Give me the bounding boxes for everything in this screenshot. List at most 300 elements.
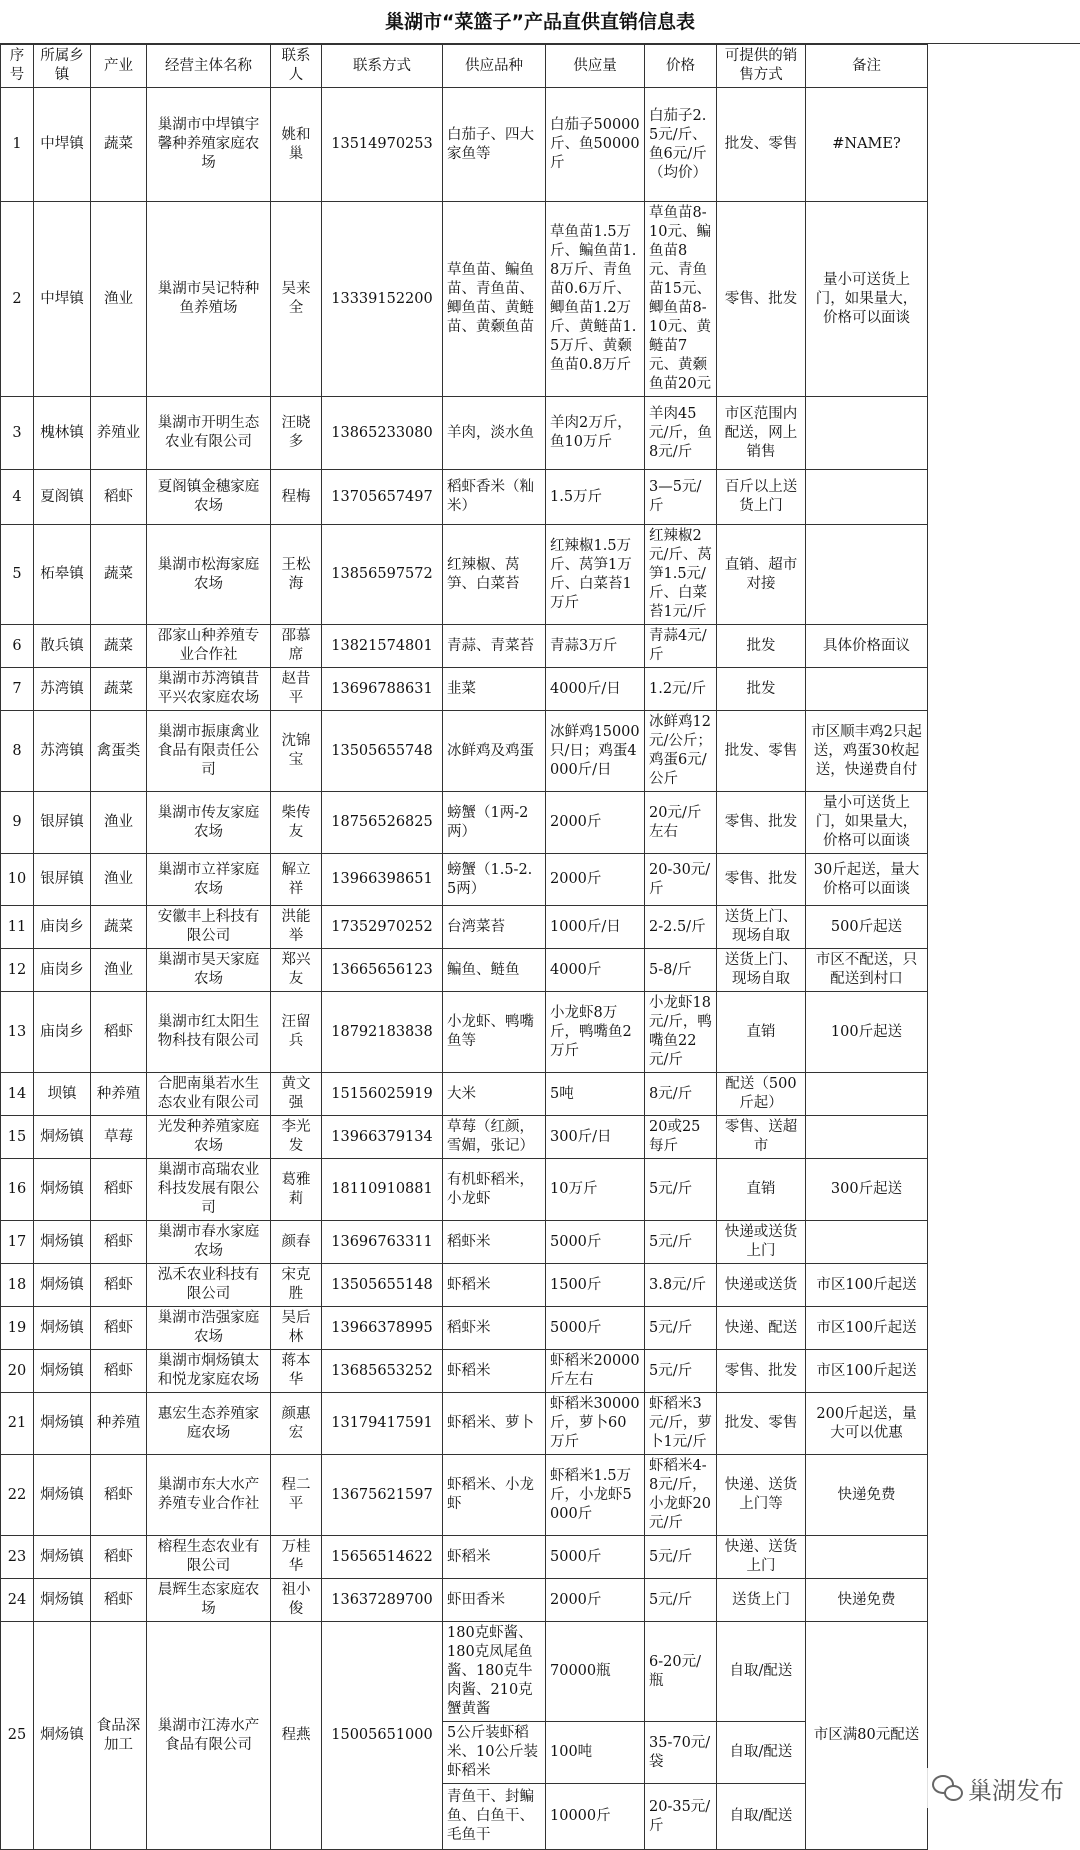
cell-sales: 送货上门 xyxy=(717,1579,806,1622)
cell-industry: 渔业 xyxy=(91,949,147,992)
table-row xyxy=(1,1622,928,1722)
cell-industry: 稻虾 xyxy=(91,1264,147,1307)
cell-no: 23 xyxy=(1,1536,34,1579)
cell-industry: 稻虾 xyxy=(91,1579,147,1622)
col-header: 经营主体名称 xyxy=(147,45,271,88)
cell-note xyxy=(806,397,928,470)
cell-note xyxy=(806,470,928,525)
cell-entity: 惠宏生态养殖家庭农场 xyxy=(147,1393,271,1455)
cell-entity: 巢湖市立祥家庭农场 xyxy=(147,854,271,906)
cell-sales: 百斤以上送货上门 xyxy=(717,470,806,525)
cell-contact: 郑兴友 xyxy=(271,949,322,992)
cell-contact: 蒋本华 xyxy=(271,1350,322,1393)
table-row xyxy=(1,711,928,792)
table-row xyxy=(1,1264,928,1307)
col-header: 联系方式 xyxy=(322,45,443,88)
cell-phone: 15156025919 xyxy=(322,1073,443,1116)
cell-entity: 巢湖市吴记特种鱼养殖场 xyxy=(147,202,271,397)
cell-sales: 批发、零售 xyxy=(717,1393,806,1455)
cell-sales: 配送（500斤起） xyxy=(717,1073,806,1116)
cell-supply: 羊肉2万斤，鱼10万斤 xyxy=(546,397,645,470)
cell-note: 具体价格面议 xyxy=(806,625,928,668)
table-row xyxy=(1,1073,928,1116)
cell-variety: 虾稻米 xyxy=(443,1264,546,1307)
cell-industry: 蔬菜 xyxy=(91,88,147,202)
cell-entity: 巢湖市传友家庭农场 xyxy=(147,792,271,854)
cell-variety: 青蒜、青菜苔 xyxy=(443,625,546,668)
table-row xyxy=(1,1455,928,1536)
cell-entity: 合肥南巢若水生态农业有限公司 xyxy=(147,1073,271,1116)
cell-note xyxy=(806,1221,928,1264)
cell-price: 5-8/斤 xyxy=(645,949,717,992)
cell-sales: 零售、批发 xyxy=(717,202,806,397)
cell-variety: 稻虾米 xyxy=(443,1307,546,1350)
cell-sales: 自取/配送 xyxy=(717,1722,806,1784)
cell-no: 14 xyxy=(1,1073,34,1116)
cell-contact: 邵慕席 xyxy=(271,625,322,668)
cell-sales: 批发、零售 xyxy=(717,711,806,792)
table-row xyxy=(1,854,928,906)
col-header: 联系人 xyxy=(271,45,322,88)
cell-entity: 夏阁镇金穗家庭农场 xyxy=(147,470,271,525)
cell-industry: 渔业 xyxy=(91,792,147,854)
cell-phone: 13637289700 xyxy=(322,1579,443,1622)
cell-entity: 巢湖市松海家庭农场 xyxy=(147,525,271,625)
table-row xyxy=(1,1350,928,1393)
col-header: 产业 xyxy=(91,45,147,88)
cell-phone: 13514970253 xyxy=(322,88,443,202)
cell-no: 8 xyxy=(1,711,34,792)
col-header: 价格 xyxy=(645,45,717,88)
table-row xyxy=(1,202,928,397)
cell-no: 3 xyxy=(1,397,34,470)
cell-entity: 巢湖市浩强家庭农场 xyxy=(147,1307,271,1350)
cell-sales: 零售、批发 xyxy=(717,854,806,906)
cell-supply: 虾稻米30000斤，萝卜60万斤 xyxy=(546,1393,645,1455)
cell-variety: 螃蟹（1.5-2.5两） xyxy=(443,854,546,906)
cell-supply: 2000斤 xyxy=(546,792,645,854)
cell-phone: 13505655148 xyxy=(322,1264,443,1307)
cell-phone: 18756526825 xyxy=(322,792,443,854)
table-row xyxy=(1,88,928,202)
col-header: 可提供的销售方式 xyxy=(717,45,806,88)
cell-variety: 韭菜 xyxy=(443,668,546,711)
cell-sales: 批发 xyxy=(717,625,806,668)
col-header: 供应量 xyxy=(546,45,645,88)
cell-entity: 安徽丰上科技有限公司 xyxy=(147,906,271,949)
cell-industry: 渔业 xyxy=(91,202,147,397)
cell-no: 10 xyxy=(1,854,34,906)
table-row xyxy=(1,1159,928,1221)
cell-industry: 稻虾 xyxy=(91,1350,147,1393)
cell-phone: 13966378995 xyxy=(322,1307,443,1350)
cell-no: 5 xyxy=(1,525,34,625)
cell-contact: 黄文强 xyxy=(271,1073,322,1116)
cell-sales: 直销、超市对接 xyxy=(717,525,806,625)
cell-contact: 祖小俊 xyxy=(271,1579,322,1622)
cell-contact: 颜惠宏 xyxy=(271,1393,322,1455)
cell-industry: 稻虾 xyxy=(91,470,147,525)
cell-phone: 15005651000 xyxy=(322,1622,443,1850)
cell-sales: 直销 xyxy=(717,992,806,1073)
cell-phone: 13179417591 xyxy=(322,1393,443,1455)
cell-no: 21 xyxy=(1,1393,34,1455)
cell-phone: 13665656123 xyxy=(322,949,443,992)
cell-price: 1.2元/斤 xyxy=(645,668,717,711)
cell-note: #NAME? xyxy=(806,88,928,202)
cell-no: 7 xyxy=(1,668,34,711)
cell-no: 13 xyxy=(1,992,34,1073)
cell-note xyxy=(806,525,928,625)
cell-sales: 自取/配送 xyxy=(717,1622,806,1722)
wechat-icon xyxy=(932,1775,962,1801)
cell-no: 16 xyxy=(1,1159,34,1221)
cell-town: 中垾镇 xyxy=(34,88,91,202)
cell-industry: 蔬菜 xyxy=(91,525,147,625)
cell-phone: 18792183838 xyxy=(322,992,443,1073)
cell-variety: 红辣椒、莴笋、白菜苔 xyxy=(443,525,546,625)
cell-price: 5元/斤 xyxy=(645,1350,717,1393)
cell-town: 烔炀镇 xyxy=(34,1393,91,1455)
cell-entity: 巢湖市开明生态农业有限公司 xyxy=(147,397,271,470)
cell-town: 烔炀镇 xyxy=(34,1159,91,1221)
cell-supply: 1000斤/日 xyxy=(546,906,645,949)
cell-price: 红辣椒2元/斤、莴笋1.5元/斤、白菜苔1元/斤 xyxy=(645,525,717,625)
cell-entity: 巢湖市烔炀镇太和悦龙家庭农场 xyxy=(147,1350,271,1393)
table-row xyxy=(1,1536,928,1579)
cell-supply: 10000斤 xyxy=(546,1784,645,1850)
cell-supply: 虾稻米1.5万斤，小龙虾5000斤 xyxy=(546,1455,645,1536)
cell-contact: 汪留兵 xyxy=(271,992,322,1073)
cell-contact: 姚和巢 xyxy=(271,88,322,202)
cell-contact: 宋克胜 xyxy=(271,1264,322,1307)
cell-variety: 草鱼苗、鳊鱼苗、青鱼苗、鲫鱼苗、黄鲢苗、黄颡鱼苗 xyxy=(443,202,546,397)
cell-sales: 送货上门、现场自取 xyxy=(717,906,806,949)
supply-table xyxy=(0,44,928,1850)
cell-variety: 白茄子、四大家鱼等 xyxy=(443,88,546,202)
cell-variety: 稻虾米 xyxy=(443,1221,546,1264)
cell-price: 6-20元/瓶 xyxy=(645,1622,717,1722)
cell-no: 19 xyxy=(1,1307,34,1350)
cell-note: 市区不配送，只配送到村口 xyxy=(806,949,928,992)
table-row xyxy=(1,992,928,1073)
cell-price: 5元/斤 xyxy=(645,1159,717,1221)
cell-industry: 蔬菜 xyxy=(91,906,147,949)
cell-contact: 程二平 xyxy=(271,1455,322,1536)
cell-industry: 蔬菜 xyxy=(91,625,147,668)
cell-price: 20-35元/斤 xyxy=(645,1784,717,1850)
cell-entity: 泓禾农业科技有限公司 xyxy=(147,1264,271,1307)
cell-note: 市区顺丰鸡2只起送，鸡蛋30枚起送，快递费自付 xyxy=(806,711,928,792)
cell-industry: 食品深加工 xyxy=(91,1622,147,1850)
cell-no: 1 xyxy=(1,88,34,202)
cell-contact: 王松海 xyxy=(271,525,322,625)
cell-price: 虾稻米4-8元/斤，小龙虾20元/斤 xyxy=(645,1455,717,1536)
table-row xyxy=(1,525,928,625)
cell-variety: 虾稻米 xyxy=(443,1536,546,1579)
col-header: 所属乡镇 xyxy=(34,45,91,88)
cell-supply: 虾稻米20000斤左右 xyxy=(546,1350,645,1393)
cell-contact: 柴传友 xyxy=(271,792,322,854)
cell-industry: 禽蛋类 xyxy=(91,711,147,792)
cell-price: 羊肉45元/斤，鱼8元/斤 xyxy=(645,397,717,470)
cell-note xyxy=(806,1073,928,1116)
cell-variety: 虾稻米、小龙虾 xyxy=(443,1455,546,1536)
cell-variety: 稻虾香米（籼米） xyxy=(443,470,546,525)
cell-entity: 巢湖市昊天家庭农场 xyxy=(147,949,271,992)
cell-price: 5元/斤 xyxy=(645,1221,717,1264)
cell-industry: 渔业 xyxy=(91,854,147,906)
cell-phone: 13821574801 xyxy=(322,625,443,668)
cell-sales: 快递、送货上门 xyxy=(717,1536,806,1579)
cell-note: 快递免费 xyxy=(806,1579,928,1622)
cell-sales: 市区范围内配送，网上销售 xyxy=(717,397,806,470)
cell-town: 烔炀镇 xyxy=(34,1579,91,1622)
cell-variety: 有机虾稻米，小龙虾 xyxy=(443,1159,546,1221)
cell-industry: 养殖业 xyxy=(91,397,147,470)
cell-note xyxy=(806,1536,928,1579)
cell-phone: 13856597572 xyxy=(322,525,443,625)
cell-entity: 巢湖市红太阳生物科技有限公司 xyxy=(147,992,271,1073)
cell-variety: 虾稻米、萝卜 xyxy=(443,1393,546,1455)
cell-town: 苏湾镇 xyxy=(34,711,91,792)
col-header: 供应品种 xyxy=(443,45,546,88)
cell-supply: 1500斤 xyxy=(546,1264,645,1307)
cell-sales: 零售、送超市 xyxy=(717,1116,806,1159)
cell-contact: 解立祥 xyxy=(271,854,322,906)
cell-note: 30斤起送，量大价格可以面谈 xyxy=(806,854,928,906)
cell-phone: 13505655748 xyxy=(322,711,443,792)
cell-phone: 13865233080 xyxy=(322,397,443,470)
cell-note xyxy=(806,668,928,711)
cell-no: 22 xyxy=(1,1455,34,1536)
cell-price: 青蒜4元/斤 xyxy=(645,625,717,668)
cell-town: 散兵镇 xyxy=(34,625,91,668)
cell-note: 快递免费 xyxy=(806,1455,928,1536)
cell-town: 烔炀镇 xyxy=(34,1221,91,1264)
cell-supply: 5吨 xyxy=(546,1073,645,1116)
cell-phone: 13675621597 xyxy=(322,1455,443,1536)
cell-industry: 草莓 xyxy=(91,1116,147,1159)
cell-note: 量小可送货上门，如果量大，价格可以面谈 xyxy=(806,792,928,854)
cell-contact: 赵昔平 xyxy=(271,668,322,711)
cell-entity: 邵家山种养殖专业合作社 xyxy=(147,625,271,668)
cell-price: 冰鲜鸡12元/公斤；鸡蛋6元/公斤 xyxy=(645,711,717,792)
cell-supply: 青蒜3万斤 xyxy=(546,625,645,668)
cell-sales: 批发、零售 xyxy=(717,88,806,202)
cell-price: 8元/斤 xyxy=(645,1073,717,1116)
cell-note xyxy=(806,1116,928,1159)
cell-supply: 300斤/日 xyxy=(546,1116,645,1159)
cell-supply: 4000斤/日 xyxy=(546,668,645,711)
cell-town: 烔炀镇 xyxy=(34,1264,91,1307)
cell-phone: 18110910881 xyxy=(322,1159,443,1221)
cell-variety: 虾田香米 xyxy=(443,1579,546,1622)
cell-industry: 稻虾 xyxy=(91,1307,147,1350)
cell-variety: 小龙虾、鸭嘴鱼等 xyxy=(443,992,546,1073)
cell-price: 小龙虾18元/斤，鸭嘴鱼22元/斤 xyxy=(645,992,717,1073)
cell-town: 烔炀镇 xyxy=(34,1350,91,1393)
cell-town: 槐林镇 xyxy=(34,397,91,470)
cell-note: 300斤起送 xyxy=(806,1159,928,1221)
cell-town: 烔炀镇 xyxy=(34,1622,91,1850)
cell-town: 庙岗乡 xyxy=(34,906,91,949)
cell-supply: 100吨 xyxy=(546,1722,645,1784)
cell-sales: 快递、送货上门等 xyxy=(717,1455,806,1536)
watermark-text: 巢湖发布 xyxy=(968,1776,1064,1805)
cell-no: 15 xyxy=(1,1116,34,1159)
cell-note: 市区100斤起送 xyxy=(806,1350,928,1393)
table-row xyxy=(1,1221,928,1264)
cell-variety: 螃蟹（1两-2两） xyxy=(443,792,546,854)
cell-town: 烔炀镇 xyxy=(34,1455,91,1536)
cell-entity: 巢湖市高瑞农业科技发展有限公司 xyxy=(147,1159,271,1221)
cell-contact: 洪能举 xyxy=(271,906,322,949)
cell-variety: 台湾菜苔 xyxy=(443,906,546,949)
cell-sales: 直销 xyxy=(717,1159,806,1221)
cell-variety: 鳊鱼、鲢鱼 xyxy=(443,949,546,992)
cell-supply: 草鱼苗1.5万斤、鳊鱼苗1.8万斤、青鱼苗0.6万斤、鲫鱼苗1.2万斤、黄鲢苗1.5万斤、黄颡鱼苗0.8万斤 xyxy=(546,202,645,397)
cell-town: 中垾镇 xyxy=(34,202,91,397)
cell-phone: 17352970252 xyxy=(322,906,443,949)
cell-entity: 光发种养殖家庭农场 xyxy=(147,1116,271,1159)
cell-entity: 巢湖市中垾镇宇馨种养殖家庭农场 xyxy=(147,88,271,202)
cell-price: 20或25每斤 xyxy=(645,1116,717,1159)
cell-supply: 2000斤 xyxy=(546,854,645,906)
cell-sales: 零售、批发 xyxy=(717,1350,806,1393)
cell-no: 12 xyxy=(1,949,34,992)
cell-note: 市区满80元配送 xyxy=(806,1622,928,1850)
watermark xyxy=(926,1768,1070,1808)
cell-supply: 5000斤 xyxy=(546,1221,645,1264)
cell-entity: 巢湖市春水家庭农场 xyxy=(147,1221,271,1264)
cell-price: 3—5元/斤 xyxy=(645,470,717,525)
cell-contact: 吴来全 xyxy=(271,202,322,397)
header-row xyxy=(1,45,928,88)
cell-sales: 自取/配送 xyxy=(717,1784,806,1850)
cell-town: 坝镇 xyxy=(34,1073,91,1116)
cell-town: 柘皋镇 xyxy=(34,525,91,625)
cell-note: 500斤起送 xyxy=(806,906,928,949)
cell-phone: 13705657497 xyxy=(322,470,443,525)
cell-phone: 13685653252 xyxy=(322,1350,443,1393)
cell-price: 虾稻米3元/斤，萝卜1元/斤 xyxy=(645,1393,717,1455)
cell-contact: 颜春 xyxy=(271,1221,322,1264)
cell-price: 20元/斤左右 xyxy=(645,792,717,854)
cell-note: 200斤起送，量大可以优惠 xyxy=(806,1393,928,1455)
page-title: 巢湖市“菜篮子”产品直供直销信息表 xyxy=(0,0,1080,44)
cell-price: 35-70元/袋 xyxy=(645,1722,717,1784)
cell-sales: 快递或送货上门 xyxy=(717,1221,806,1264)
cell-price: 白茄子2.5元/斤、鱼6元/斤（均价） xyxy=(645,88,717,202)
table-row xyxy=(1,397,928,470)
cell-phone: 15656514622 xyxy=(322,1536,443,1579)
cell-supply: 10万斤 xyxy=(546,1159,645,1221)
cell-contact: 汪晓多 xyxy=(271,397,322,470)
cell-variety: 草莓（红颜，雪媚，张记） xyxy=(443,1116,546,1159)
table-row xyxy=(1,949,928,992)
cell-price: 3.8元/斤 xyxy=(645,1264,717,1307)
cell-no: 17 xyxy=(1,1221,34,1264)
col-header: 序号 xyxy=(1,45,34,88)
cell-industry: 稻虾 xyxy=(91,1455,147,1536)
cell-industry: 种养殖 xyxy=(91,1073,147,1116)
cell-contact: 程梅 xyxy=(271,470,322,525)
table-row xyxy=(1,906,928,949)
cell-variety: 虾稻米 xyxy=(443,1350,546,1393)
cell-entity: 巢湖市江涛水产食品有限公司 xyxy=(147,1622,271,1850)
cell-price: 5元/斤 xyxy=(645,1307,717,1350)
table-row xyxy=(1,1307,928,1350)
cell-contact: 沈锦宝 xyxy=(271,711,322,792)
cell-town: 烔炀镇 xyxy=(34,1536,91,1579)
cell-sales: 批发 xyxy=(717,668,806,711)
cell-town: 银屏镇 xyxy=(34,854,91,906)
cell-sales: 送货上门、现场自取 xyxy=(717,949,806,992)
cell-price: 5元/斤 xyxy=(645,1536,717,1579)
cell-variety: 羊肉，淡水鱼 xyxy=(443,397,546,470)
cell-industry: 蔬菜 xyxy=(91,668,147,711)
cell-phone: 13966398651 xyxy=(322,854,443,906)
cell-industry: 稻虾 xyxy=(91,1159,147,1221)
cell-supply: 白茄子50000斤、鱼50000斤 xyxy=(546,88,645,202)
cell-supply: 5000斤 xyxy=(546,1536,645,1579)
cell-note: 市区100斤起送 xyxy=(806,1264,928,1307)
cell-no: 9 xyxy=(1,792,34,854)
cell-supply: 5000斤 xyxy=(546,1307,645,1350)
cell-industry: 种养殖 xyxy=(91,1393,147,1455)
table-row xyxy=(1,668,928,711)
table-row xyxy=(1,1579,928,1622)
cell-town: 烔炀镇 xyxy=(34,1116,91,1159)
cell-phone: 13696763311 xyxy=(322,1221,443,1264)
cell-note: 100斤起送 xyxy=(806,992,928,1073)
cell-variety: 大米 xyxy=(443,1073,546,1116)
cell-sales: 快递、配送 xyxy=(717,1307,806,1350)
cell-entity: 晨辉生态家庭农场 xyxy=(147,1579,271,1622)
cell-contact: 葛雅莉 xyxy=(271,1159,322,1221)
cell-sales: 快递或送货 xyxy=(717,1264,806,1307)
cell-contact: 万桂华 xyxy=(271,1536,322,1579)
cell-supply: 2000斤 xyxy=(546,1579,645,1622)
cell-variety: 5公斤装虾稻米、10公斤装虾稻米 xyxy=(443,1722,546,1784)
cell-variety: 180克虾酱、180克凤尾鱼酱、180克牛肉酱、210克蟹黄酱 xyxy=(443,1622,546,1722)
cell-no: 6 xyxy=(1,625,34,668)
table-row xyxy=(1,1116,928,1159)
cell-town: 庙岗乡 xyxy=(34,992,91,1073)
cell-note: 市区100斤起送 xyxy=(806,1307,928,1350)
table-row xyxy=(1,792,928,854)
table-row xyxy=(1,625,928,668)
cell-no: 4 xyxy=(1,470,34,525)
cell-note: 量小可送货上门，如果量大，价格可以面谈 xyxy=(806,202,928,397)
cell-price: 2-2.5/斤 xyxy=(645,906,717,949)
cell-variety: 冰鲜鸡及鸡蛋 xyxy=(443,711,546,792)
cell-variety: 青鱼干、封鳊鱼、白鱼干、毛鱼干 xyxy=(443,1784,546,1850)
cell-no: 2 xyxy=(1,202,34,397)
cell-town: 烔炀镇 xyxy=(34,1307,91,1350)
cell-phone: 13696788631 xyxy=(322,668,443,711)
cell-entity: 巢湖市振康禽业食品有限责任公司 xyxy=(147,711,271,792)
cell-no: 18 xyxy=(1,1264,34,1307)
cell-town: 庙岗乡 xyxy=(34,949,91,992)
cell-supply: 冰鲜鸡15000只/日；鸡蛋4000斤/日 xyxy=(546,711,645,792)
cell-entity: 榕程生态农业有限公司 xyxy=(147,1536,271,1579)
table-row xyxy=(1,470,928,525)
cell-contact: 李光发 xyxy=(271,1116,322,1159)
cell-contact: 吴后林 xyxy=(271,1307,322,1350)
cell-phone: 13339152200 xyxy=(322,202,443,397)
